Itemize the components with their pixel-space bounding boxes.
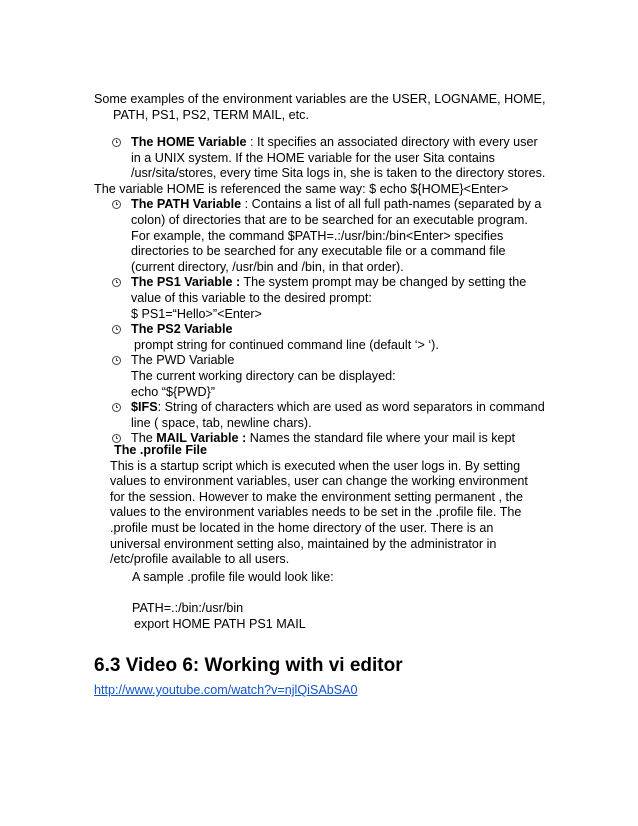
list-item-pwd (112, 353, 562, 400)
list-item-path (112, 197, 562, 275)
clock-bullet-icon (112, 138, 121, 147)
video-link[interactable]: http://www.youtube.com/watch?v=njlQiSAbSA0 (94, 683, 358, 697)
profile-section (112, 443, 562, 568)
item-title: The PS1 Variable : (131, 275, 241, 290)
profile-line: /etc/profile available to all users. (110, 552, 290, 567)
item-title: MAIL Variable : (156, 431, 247, 446)
clock-bullet-icon (112, 403, 121, 412)
profile-paragraph (110, 459, 562, 568)
sample-intro: A sample .profile file would look like: (132, 570, 334, 584)
list-item-ps1 (112, 275, 562, 322)
section-heading: 6.3 Video 6: Working with vi editor (94, 655, 403, 676)
list-item-ifs (112, 400, 562, 431)
sample-code-line: export HOME PATH PS1 MAIL (134, 616, 306, 631)
item-text: line ( space, tab, newline chars). (131, 415, 312, 430)
profile-line: .profile must be located in the home directory of the user. There is an (110, 520, 494, 535)
item-text: /usr/sita/stores, every time Sita logs in, she is taken to the directory stores. (131, 166, 546, 181)
variable-list (94, 135, 562, 447)
intro-paragraph (94, 92, 564, 123)
item-text: : String of characters which are used as word separators in command (157, 400, 545, 415)
item-text: The system prompt may be changed by setting the (240, 275, 527, 290)
sample-profile (132, 570, 532, 632)
list-item-home (112, 135, 562, 182)
item-text: (current directory, /usr/bin and /bin, in that order). (131, 259, 404, 274)
profile-line: This is a startup script which is executed when the user logs in. By setting (110, 458, 521, 473)
clock-bullet-icon (112, 434, 121, 443)
clock-bullet-icon (112, 356, 121, 365)
item-text: Names the standard file where your mail is kept (246, 431, 516, 446)
item-text: prompt string for continued command line (default ‘> ‘). (134, 337, 439, 352)
clock-bullet-icon (112, 325, 121, 334)
intro-line: Some examples of the environment variables are the USER, LOGNAME, HOME, (94, 92, 546, 106)
item-text: The (131, 431, 157, 446)
item-text: value of this variable to the desired prompt: (131, 290, 372, 305)
clock-bullet-icon (112, 200, 121, 209)
sample-code-line: PATH=.:/bin:/usr/bin (132, 601, 244, 616)
item-title: The HOME Variable (131, 135, 247, 149)
item-title: The PATH Variable (131, 197, 242, 212)
profile-heading: The .profile File (114, 443, 208, 457)
clock-bullet-icon (112, 278, 121, 287)
item-title: $IFS (131, 400, 158, 415)
item-text: The current working directory can be displayed: (131, 368, 396, 383)
profile-line: values to environment variables, user can change the working environment (110, 474, 528, 489)
item-text: $ PS1=“Hello>”<Enter> (131, 306, 262, 321)
item-text: echo “${PWD}” (131, 384, 215, 399)
item-text: : Contains a list of all full path-names (separated by a (241, 197, 542, 212)
item-text: directories to be searched for any executable file or a command file (131, 244, 506, 259)
intro-line: PATH, PS1, PS2, TERM MAIL, etc. (113, 107, 309, 122)
profile-line: for the session. However to make the environment setting permanent , the (110, 489, 524, 504)
item-title: The PWD Variable (131, 353, 235, 368)
item-text: in a UNIX system. If the HOME variable for the user Sita contains (131, 150, 495, 165)
item-text: : It specifies an associated directory with every user (246, 135, 538, 149)
item-text: colon) of directories that are to be searched for an executable program. (131, 212, 528, 227)
list-item-ps2 (112, 322, 562, 353)
profile-line: values to the environment variables needs to be set in the .profile file. The (110, 505, 522, 520)
item-title: The PS2 Variable (131, 322, 233, 337)
item-text: For example, the command $PATH=.:/usr/bin:/bin<Enter> specifies (131, 228, 504, 243)
home-reference-line: The variable HOME is referenced the same way: $ echo ${HOME}<Enter> (94, 181, 509, 196)
profile-line: universal environment setting also, maintained by the administrator in (110, 536, 497, 551)
